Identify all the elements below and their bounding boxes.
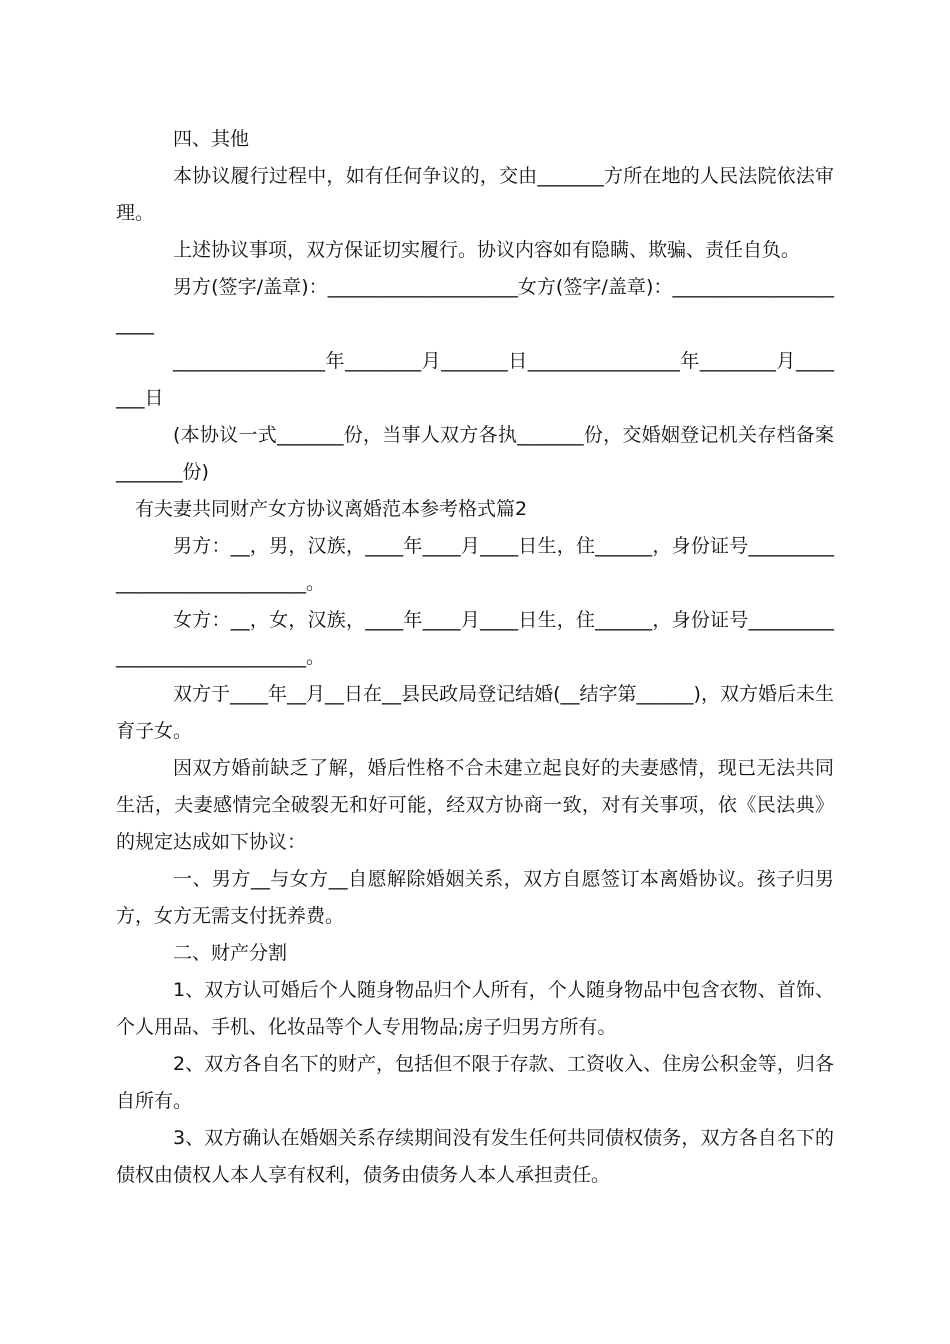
husband-info: 男方：__，男，汉族，____年____月____日生，住______，身份证号_____________________________。 [116,535,834,594]
wife-info: 女方：__，女，汉族，____年____月____日生，住______，身份证号_____________________________。 [116,609,834,668]
section-heading-other: 四、其他 [173,128,250,150]
clause-two-heading: 二、财产分割 [173,942,288,964]
guarantee-clause: 上述协议事项，双方保证切实履行。协议内容如有隐瞒、欺骗、责任自负。 [173,239,801,261]
copies-note: (本协议一式_______份，当事人双方各执_______份，交婚姻登记机关存档备案_______份) [116,424,834,483]
article-title: 有夫妻共同财产女方协议离婚范本参考格式篇2 [135,498,528,520]
clause-one: 一、男方__与女方__自愿解除婚姻关系，双方自愿签订本离婚协议。孩子归男方，女方无需支付抚养费。 [116,868,834,927]
divorce-reason: 因双方婚前缺乏了解，婚后性格不合未建立起良好的夫妻感情，现已无法共同生活，夫妻感情完全破裂无和好可能，经双方协商一致，对有关事项，依《民法典》的规定达成如下协议： [116,757,834,853]
clause-two-item-1: 1、双方认可婚后个人随身物品归个人所有，个人随身物品中包含衣物、首饰、个人用品、手机、化妆品等个人专用物品;房子归男方所有。 [116,979,834,1038]
date-line: ________________年________月_______日________________年________月_______日 [116,350,834,409]
marriage-registration: 双方于____年__月__日在__县民政局登记结婚(__结字第______)，双方婚后未生育子女。 [116,683,834,742]
dispute-clause: 本协议履行过程中，如有任何争议的，交由_______方所在地的人民法院依法审理。 [116,165,834,224]
clause-two-item-3: 3、双方确认在婚姻关系存续期间没有发生任何共同债权债务，双方各自名下的债权由债权人本人享有权利，债务由债务人本人承担责任。 [116,1127,834,1186]
signature-line: 男方(签字/盖章)：____________________女方(签字/盖章)：_____________________ [116,276,834,335]
clause-two-item-2: 2、双方各自名下的财产，包括但不限于存款、工资收入、住房公积金等，归各自所有。 [116,1053,834,1112]
